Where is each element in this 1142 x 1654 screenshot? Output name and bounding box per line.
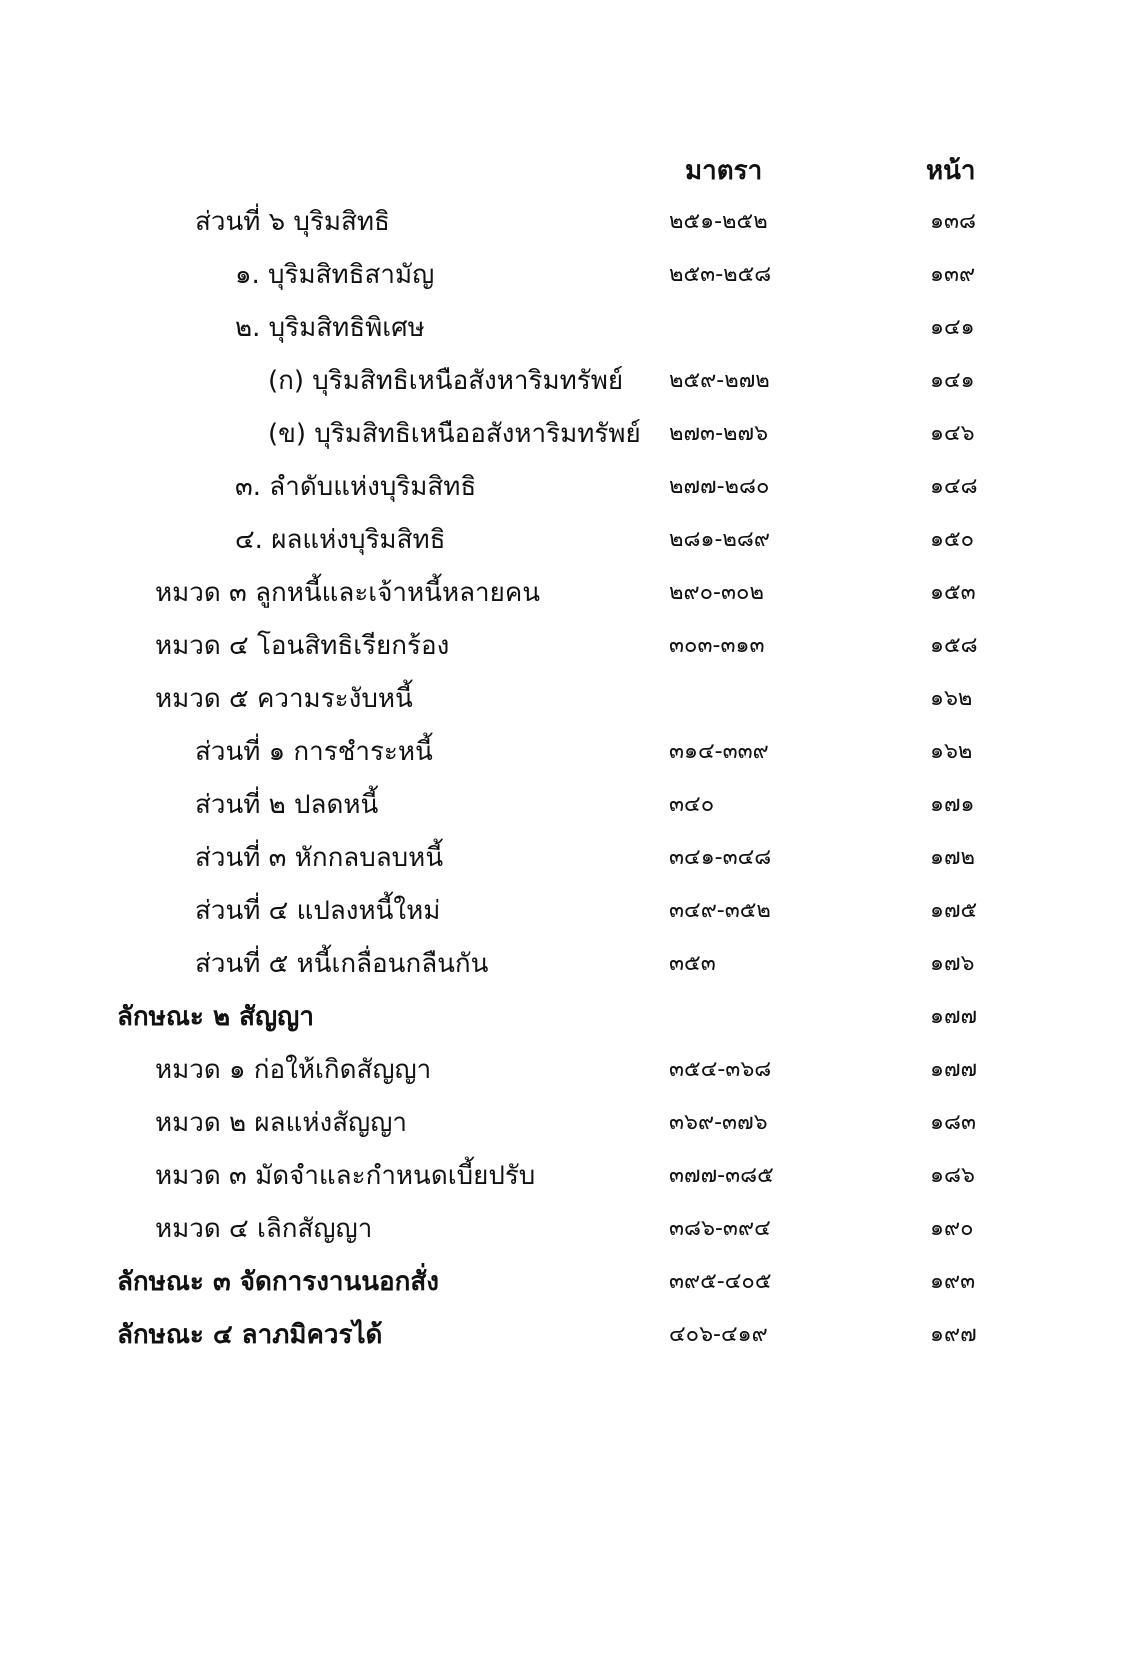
toc-entry-page: ๑๗๗ xyxy=(930,1057,978,1082)
toc-entry-section: ๒๙๐-๓๐๒ xyxy=(669,580,764,605)
toc-entry-page: ๑๓๙ xyxy=(930,262,976,287)
toc-entry xyxy=(0,467,1142,520)
toc-entry-section: ๓๘๖-๓๙๔ xyxy=(669,1216,771,1241)
toc-entry-section: ๒๘๑-๒๘๙ xyxy=(669,527,770,552)
toc-entry xyxy=(0,944,1142,997)
toc-entry xyxy=(0,255,1142,308)
toc-entry xyxy=(0,1315,1142,1368)
toc-entry-label: ๔. ผลแห่งบุริมสิทธิ xyxy=(235,525,446,555)
toc-entry-section: ๓๙๕-๔๐๕ xyxy=(669,1269,772,1294)
toc-entry-page: ๑๗๕ xyxy=(930,898,978,923)
toc-entry xyxy=(0,1262,1142,1315)
toc-entry-label: ลักษณะ ๒ สัญญา xyxy=(117,1002,314,1032)
toc-entry-label: ๒. บุริมสิทธิพิเศษ xyxy=(235,313,425,343)
toc-entry-page: ๑๙๐ xyxy=(930,1216,974,1241)
toc-entry-label: ๓. ลำดับแห่งบุริมสิทธิ xyxy=(235,472,477,502)
toc-entry-label: ส่วนที่ ๓ หักกลบลบหนี้ xyxy=(195,843,444,873)
toc-entry-label: หมวด ๒ ผลแห่งสัญญา xyxy=(155,1108,407,1138)
toc-entry xyxy=(0,361,1142,414)
toc-entry xyxy=(0,414,1142,467)
toc-entry-section: ๒๕๓-๒๕๘ xyxy=(669,262,772,287)
toc-entry xyxy=(0,1050,1142,1103)
toc-entry-label: ส่วนที่ ๑ การชำระหนี้ xyxy=(195,737,433,767)
toc-entry-label: (ก) บุริมสิทธิเหนือสังหาริมทรัพย์ xyxy=(268,366,624,396)
toc-entry-page: ๑๗๖ xyxy=(930,951,975,976)
toc-entry-page: ๑๔๑ xyxy=(930,368,975,393)
section-column-header: มาตรา xyxy=(685,156,763,186)
toc-entry xyxy=(0,573,1142,626)
toc-entry-page: ๑๔๑ xyxy=(930,315,975,340)
toc-entry xyxy=(0,997,1142,1050)
toc-entry-label: ส่วนที่ ๒ ปลดหนี้ xyxy=(195,790,379,820)
toc-list xyxy=(0,202,1142,1368)
toc-entry-section: ๓๕๔-๓๖๘ xyxy=(669,1057,772,1082)
toc-entry-section: ๒๗๓-๒๗๖ xyxy=(669,421,769,446)
toc-entry-label: หมวด ๔ โอนสิทธิเรียกร้อง xyxy=(155,631,450,661)
toc-entry-page: ๑๕๐ xyxy=(930,527,975,552)
toc-entry-section: ๒๕๑-๒๕๒ xyxy=(669,209,768,234)
toc-entry xyxy=(0,1209,1142,1262)
toc-entry-label: หมวด ๔ เลิกสัญญา xyxy=(155,1214,373,1244)
toc-entry-label: หมวด ๕ ความระงับหนี้ xyxy=(155,684,413,714)
page-column-header: หน้า xyxy=(926,156,976,186)
toc-entry xyxy=(0,626,1142,679)
toc-entry-page: ๑๕๘ xyxy=(930,633,978,658)
toc-entry-label: หมวด ๓ ลูกหนี้และเจ้าหนี้หลายคน xyxy=(155,578,541,608)
toc-entry-section: ๓๐๓-๓๑๓ xyxy=(669,633,765,658)
toc-entry-section: ๒๗๗-๒๘๐ xyxy=(669,474,770,499)
toc-entry-section: ๔๐๖-๔๑๙ xyxy=(669,1322,768,1347)
toc-entry-label: ลักษณะ ๔ ลาภมิควรได้ xyxy=(117,1320,383,1350)
toc-entry-page: ๑๘๓ xyxy=(930,1110,976,1135)
toc-entry-label: ลักษณะ ๓ จัดการงานนอกสั่ง xyxy=(117,1267,439,1297)
toc-entry-page: ๑๖๒ xyxy=(930,686,973,711)
toc-entry-section: ๓๔๙-๓๕๒ xyxy=(669,898,771,923)
toc-entry-section: ๓๕๓ xyxy=(669,951,716,976)
toc-entry-label: หมวด ๓ มัดจำและกำหนดเบี้ยปรับ xyxy=(155,1161,536,1191)
toc-entry xyxy=(0,838,1142,891)
toc-entry-section: ๓๔๐ xyxy=(669,792,715,817)
toc-entry-page: ๑๘๖ xyxy=(930,1163,975,1188)
toc-entry xyxy=(0,202,1142,255)
toc-entry-label: ส่วนที่ ๖ บุริมสิทธิ xyxy=(195,207,390,237)
toc-entry xyxy=(0,679,1142,732)
toc-entry-page: ๑๔๖ xyxy=(930,421,975,446)
toc-entry-label: หมวด ๑ ก่อให้เกิดสัญญา xyxy=(155,1055,432,1085)
toc-entry-label: ส่วนที่ ๕ หนี้เกลื่อนกลืนกัน xyxy=(195,949,489,979)
toc-entry-label: ๑. บุริมสิทธิสามัญ xyxy=(235,260,435,290)
toc-entry-page: ๑๗๒ xyxy=(930,845,976,870)
toc-entry-page: ๑๓๘ xyxy=(930,209,976,234)
toc-entry xyxy=(0,1103,1142,1156)
toc-entry xyxy=(0,1156,1142,1209)
toc-entry-label: ส่วนที่ ๔ แปลงหนี้ใหม่ xyxy=(195,896,441,926)
toc-entry-section: ๒๕๙-๒๗๒ xyxy=(669,368,770,393)
toc-header xyxy=(0,150,1142,190)
toc-entry-page: ๑๙๓ xyxy=(930,1269,976,1294)
toc-entry xyxy=(0,308,1142,361)
toc-entry-section: ๓๑๔-๓๓๙ xyxy=(669,739,769,764)
toc-entry xyxy=(0,520,1142,573)
toc-entry-page: ๑๙๗ xyxy=(930,1322,977,1347)
toc-entry xyxy=(0,891,1142,944)
toc-entry-section: ๓๔๑-๓๔๘ xyxy=(669,845,772,870)
toc-entry-page: ๑๗๗ xyxy=(930,1004,978,1029)
toc-entry-label: (ข) บุริมสิทธิเหนืออสังหาริมทรัพย์ xyxy=(268,419,641,449)
toc-entry-page: ๑๔๘ xyxy=(930,474,978,499)
toc-entry-section: ๓๗๗-๓๘๕ xyxy=(669,1163,774,1188)
toc-entry-page: ๑๕๓ xyxy=(930,580,976,605)
toc-entry xyxy=(0,785,1142,838)
toc-entry-page: ๑๖๒ xyxy=(930,739,973,764)
toc-entry xyxy=(0,732,1142,785)
toc-entry-section: ๓๖๙-๓๗๖ xyxy=(669,1110,768,1135)
toc-entry-page: ๑๗๑ xyxy=(930,792,975,817)
